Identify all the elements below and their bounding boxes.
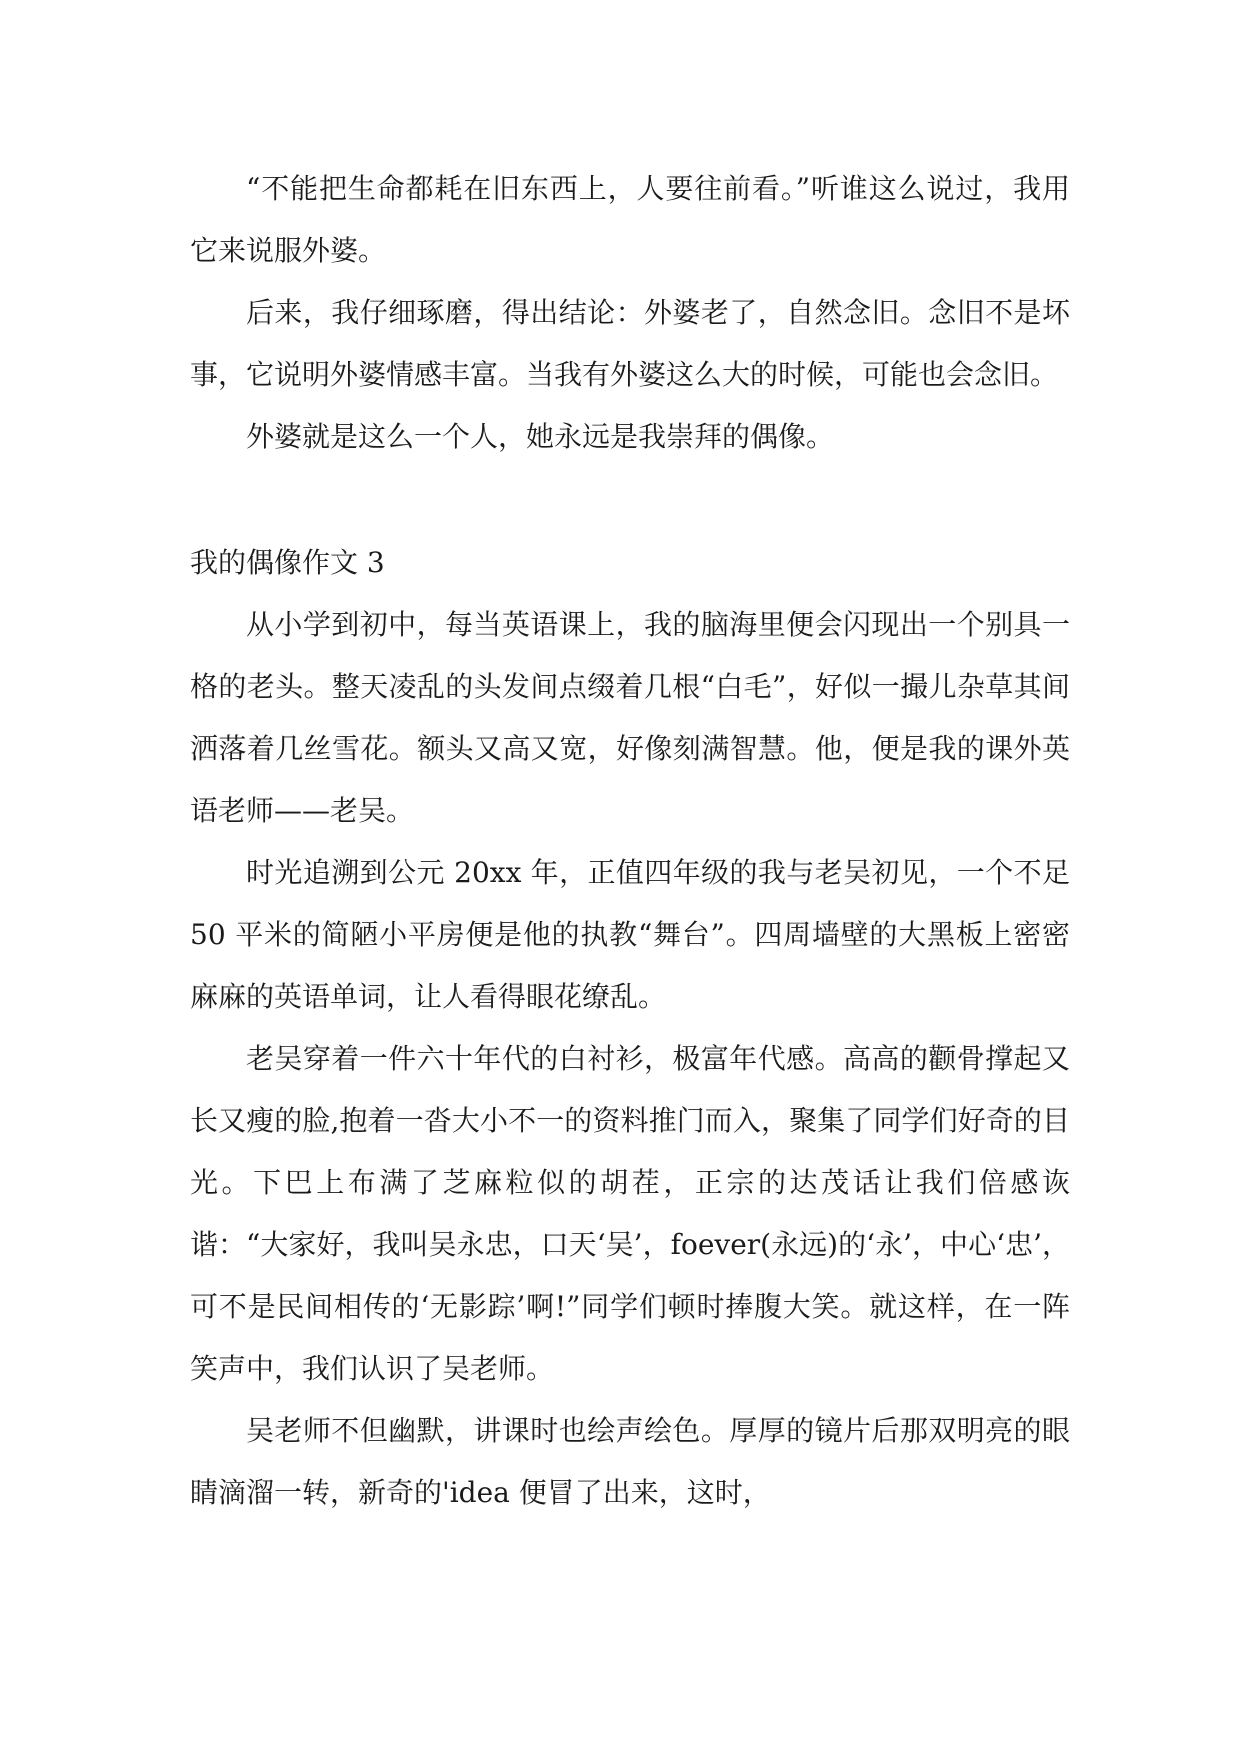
paragraph: 老吴穿着一件六十年代的白衬衫，极富年代感。高高的颧骨撑起又长又瘦的脸,抱着一沓大小不一的资料推门而入，聚集了同学们好奇的目光。下巴上布满了芝麻粒似的胡茬，正宗的达茂话让我们倍感诙谐：“大家好，我叫吴永忠，口天‘吴’，foever(永远)的‘永’，中心‘忠’，可不是民间相传的‘无影踪’啊!”同学们顿时捧腹大笑。就这样，在一阵笑声中，我们认识了吴老师。 xyxy=(190,1042,1070,1385)
paragraph: 后来，我仔细琢磨，得出结论：外婆老了，自然念旧。念旧不是坏事，它说明外婆情感丰富。当我有外婆这么大的时候，可能也会念旧。 xyxy=(190,296,1070,391)
paragraph: 时光追溯到公元 20xx 年，正值四年级的我与老吴初见，一个不足 50 平米的简陋小平房便是他的执教“舞台”。四周墙壁的大黑板上密密麻麻的英语单词，让人看得眼花缭乱。 xyxy=(190,856,1070,1013)
section-gap xyxy=(190,468,1070,532)
paragraph: 外婆就是这么一个人，她永远是我崇拜的偶像。 xyxy=(246,420,835,453)
paragraph: 从小学到初中，每当英语课上，我的脑海里便会闪现出一个别具一格的老头。整天凌乱的头发间点缀着几根“白毛”，好似一撮儿杂草其间洒落着几丝雪花。额头又高又宽，好像刻满智慧。他，便是我的课外英语老师——老吴。 xyxy=(190,608,1070,827)
document-body xyxy=(190,158,1070,1524)
paragraph: “不能把生命都耗在旧东西上，人要往前看。”听谁这么说过，我用它来说服外婆。 xyxy=(190,172,1070,267)
section-title: 我的偶像作文 3 xyxy=(190,546,385,579)
paragraph: 吴老师不但幽默，讲课时也绘声绘色。厚厚的镜片后那双明亮的眼睛滴溜一转，新奇的'idea 便冒了出来，这时， xyxy=(190,1414,1070,1509)
